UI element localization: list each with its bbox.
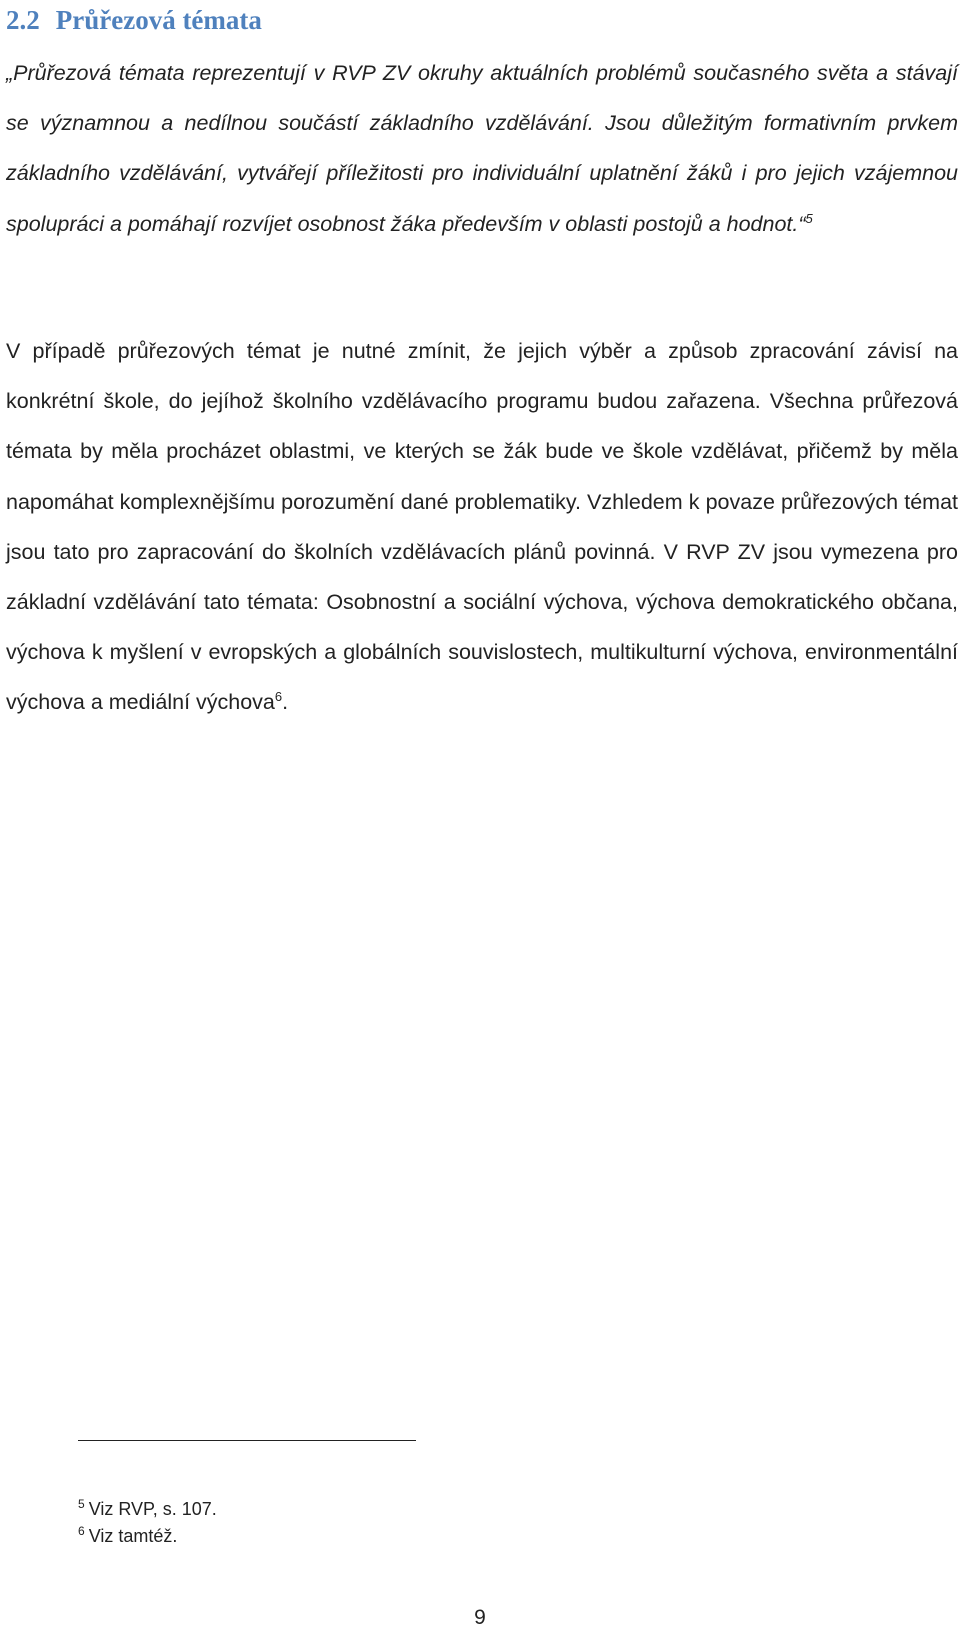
- footnote-separator: [78, 1440, 416, 1441]
- footnotes: [78, 1496, 217, 1550]
- section-title: Průřezová témata: [55, 5, 262, 35]
- footnote-mark: 6: [78, 1524, 85, 1538]
- body-text: V případě průřezových témat je nutné zmínit, že jejich výběr a způsob zpracování závisí na konkrétní škole, do jejíhož školního vzdělávacího programu budou zařazena. Všechna průřezová témata by měla procházet oblastmi, ve kterých se žák bude ve škole vzdělávat, přičemž by měla napomáhat komplexnějšímu porozumění dané problematiky. Vzhledem k povaze průřezových témat jsou tato pro zapracování do školních vzdělávacích plánů povinná. V RVP ZV jsou vymezena pro základní vzdělávání tato témata: Osobnostní a sociální výchova, výchova demokratického občana, výchova k myšlení v evropských a globálních souvislostech, multikulturní výchova, environmentální výchova a mediální výchova: [6, 339, 958, 715]
- body-end: .: [282, 690, 289, 715]
- section-number: 2.2: [6, 5, 40, 35]
- body-paragraph: [6, 326, 958, 728]
- footnote-6: [78, 1523, 217, 1550]
- footnote-mark: 5: [78, 1497, 85, 1511]
- footnote-text: Viz RVP, s. 107.: [88, 1499, 217, 1519]
- footnote-ref-6[interactable]: 6: [274, 689, 283, 705]
- quote-paragraph: [6, 48, 958, 249]
- footnote-5: [78, 1496, 217, 1523]
- section-heading: [6, 2, 262, 38]
- quote-text: „Průřezová témata reprezentují v RVP ZV okruhy aktuálních problémů současného světa a stávají se významnou a nedílnou součástí základního vzdělávání. Jsou důležitým formativním prvkem základního vzdělávání, vytvářejí příležitosti pro individuální uplatnění žáků i pro jejich vzájemnou spolupráci a pomáhají rozvíjet osobnost žáka především v oblasti postojů a hodnot.“: [6, 61, 958, 236]
- page-number: 9: [474, 1606, 486, 1629]
- footnote-ref-5[interactable]: 5: [805, 210, 813, 226]
- footnote-text: Viz tamtéž.: [88, 1526, 178, 1546]
